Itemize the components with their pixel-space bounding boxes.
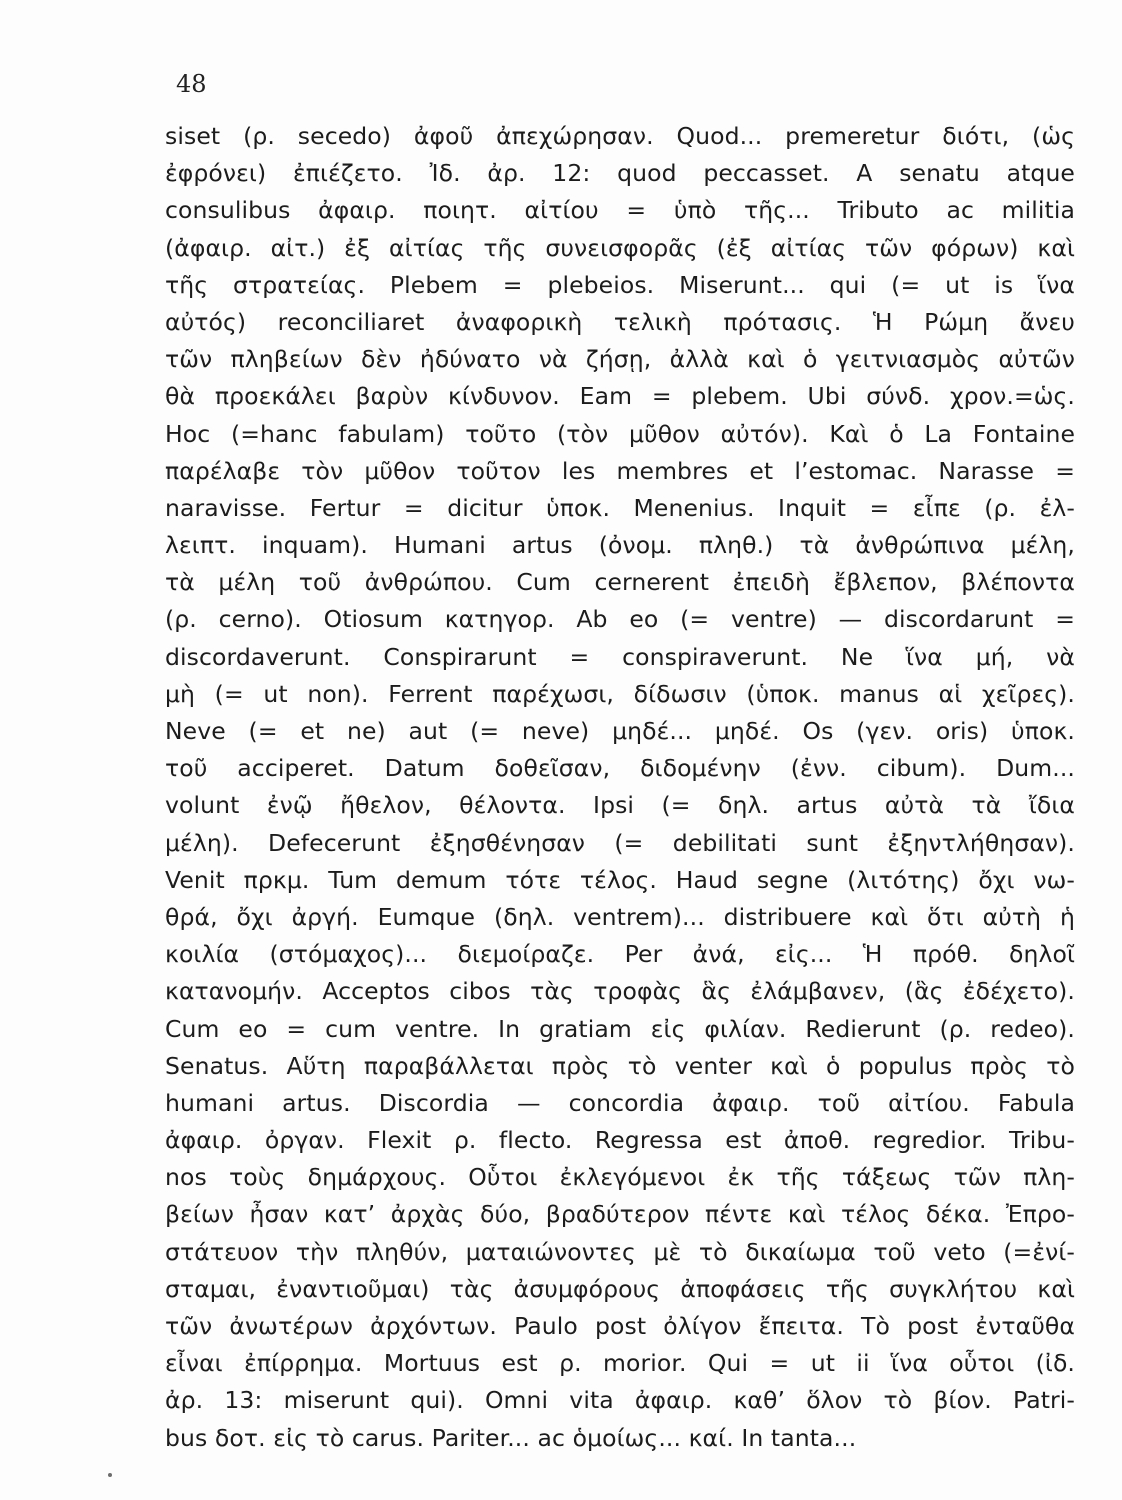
text-line: αὐτός) reconciliaret ἀναφορικὴ τελικὴ πρότασις. Ἡ Ρώμη ἄνευ bbox=[165, 307, 1075, 336]
text-line: λειπτ. inquam). Humani artus (ὀνομ. πληθ.) τὰ ἀνθρώπινα μέλη, bbox=[165, 531, 1075, 560]
text-line: Venit πρκμ. Tum demum τότε τέλος. Haud segne (λιτότης) ὄχι νω- bbox=[165, 865, 1075, 894]
text-line: θρά, ὄχι ἀργή. Eumque (δηλ. ventrem)... distribuere καὶ ὅτι αὐτὴ ἡ bbox=[165, 902, 1075, 931]
text-line: nos τοὺς δημάρχους. Οὗτοι ἐκλεγόμενοι ἐκ τῆς τάξεως τῶν πλη- bbox=[165, 1163, 1075, 1192]
text-line: μέλη). Defecerunt ἐξησθένησαν (= debilitati sunt ἐξηντλήθησαν). bbox=[165, 828, 1075, 857]
text-line: παρέλαβε τὸν μῦθον τοῦτον les membres et l’estomac. Narasse = bbox=[165, 456, 1075, 485]
page-number: 48 bbox=[176, 70, 207, 98]
text-line: discordaverunt. Conspirarunt = conspiraverunt. Ne ἵνα μή, νὰ bbox=[165, 642, 1075, 671]
text-line: τῶν πληβείων δὲν ἠδύνατο νὰ ζήσῃ, ἀλλὰ καὶ ὁ γειτνιασμὸς αὐτῶν bbox=[165, 345, 1075, 374]
text-line: στάτευον τὴν πληθύν, ματαιώνοντες μὲ τὸ δικαίωμα τοῦ veto (=ἐνί- bbox=[165, 1237, 1075, 1266]
text-line: Hoc (=hanc fabulam) τοῦτο (τὸν μῦθον αὐτόν). Καὶ ὁ La Fontaine bbox=[165, 419, 1075, 448]
text-line: μὴ (= ut non). Ferrent παρέχωσι, δίδωσιν (ὑποκ. manus αἱ χεῖρες). bbox=[165, 679, 1075, 708]
text-line: βείων ἦσαν κατ’ ἀρχὰς δύο, βραδύτερον πέντε καὶ τέλος δέκα. Ἐπρο- bbox=[165, 1200, 1075, 1229]
text-line: θὰ προεκάλει βαρὺν κίνδυνον. Eam = plebem. Ubi σύνδ. χρον.=ὡς. bbox=[165, 382, 1075, 411]
text-line: humani artus. Discordia — concordia ἀφαιρ. τοῦ αἰτίου. Fabula bbox=[165, 1088, 1075, 1117]
text-line: Senatus. Αὕτη παραβάλλεται πρὸς τὸ venter καὶ ὁ populus πρὸς τὸ bbox=[165, 1051, 1075, 1080]
text-line: (ρ. cerno). Otiosum κατηγορ. Ab eo (= ventre) — discordarunt = bbox=[165, 605, 1075, 634]
text-line: Cum eo = cum ventre. In gratiam εἰς φιλίαν. Redierunt (ρ. redeo). bbox=[165, 1014, 1075, 1043]
text-line: τῆς στρατείας. Plebem = plebeios. Miserunt... qui (= ut is ἵνα bbox=[165, 270, 1075, 299]
text-line: naravisse. Fertur = dicitur ὑποκ. Menenius. Inquit = εἶπε (ρ. ἐλ- bbox=[165, 493, 1075, 522]
text-line: Neve (= et ne) aut (= neve) μηδέ... μηδέ. Os (γεν. oris) ὑποκ. bbox=[165, 717, 1075, 745]
text-line: τὰ μέλη τοῦ ἀνθρώπου. Cum cernerent ἐπειδὴ ἔβλεπον, βλέποντα bbox=[165, 568, 1075, 597]
text-line: siset (ρ. secedo) ἀφοῦ ἀπεχώρησαν. Quod... premeretur διότι, (ὡς bbox=[165, 122, 1075, 150]
text-line: κατανομήν. Acceptos cibos τὰς τροφὰς ἃς ἐλάμβανεν, (ἃς ἐδέχετο). bbox=[165, 977, 1075, 1006]
text-line: bus δοτ. εἰς τὸ carus. Pariter... ac ὁμοίως... καί. In tanta... bbox=[165, 1423, 857, 1452]
text-line: τῶν ἀνωτέρων ἀρχόντων. Paulo post ὀλίγον ἔπειτα. Τὸ post ἐνταῦθα bbox=[165, 1312, 1075, 1340]
text-line: (ἀφαιρ. αἰτ.) ἐξ αἰτίας τῆς συνεισφορᾶς (ἐξ αἰτίας τῶν φόρων) καὶ bbox=[165, 233, 1075, 262]
text-line: ἀρ. 13: miserunt qui). Omni vita ἀφαιρ. καθ’ ὅλον τὸ βίον. Patri- bbox=[165, 1386, 1075, 1415]
text-line: ἐφρόνει) ἐπιέζετο. Ἰδ. ἀρ. 12: quod peccasset. A senatu atque bbox=[165, 159, 1075, 188]
text-line: consulibus ἀφαιρ. ποιητ. αἰτίου = ὑπὸ τῆς... Tributo ac militia bbox=[165, 196, 1075, 225]
text-line: volunt ἐνῷ ἤθελον, θέλοντα. Ipsi (= δηλ. artus αὐτὰ τὰ ἴδια bbox=[165, 791, 1075, 820]
text-line: εἶναι ἐπίρρημα. Mortuus est ρ. morior. Qui = ut ii ἵνα οὗτοι (ἰδ. bbox=[165, 1349, 1075, 1378]
text-line: ἀφαιρ. ὀργαν. Flexit ρ. flecto. Regressa est ἀποθ. regredior. Tribu- bbox=[165, 1126, 1075, 1155]
text-line: σταμαι, ἐναντιοῦμαι) τὰς ἀσυμφόρους ἀποφάσεις τῆς συγκλήτου καὶ bbox=[165, 1274, 1075, 1303]
text-line: κοιλία (στόμαχος)... διεμοίραζε. Per ἀνά, εἰς... Ἡ πρόθ. δηλοῖ bbox=[165, 940, 1075, 969]
text-line: τοῦ acciperet. Datum δοθεῖσαν, διδομένην (ἐνν. cibum). Dum... bbox=[165, 754, 1075, 783]
commentary-text bbox=[165, 118, 1075, 1457]
paper-speck bbox=[108, 1473, 112, 1477]
